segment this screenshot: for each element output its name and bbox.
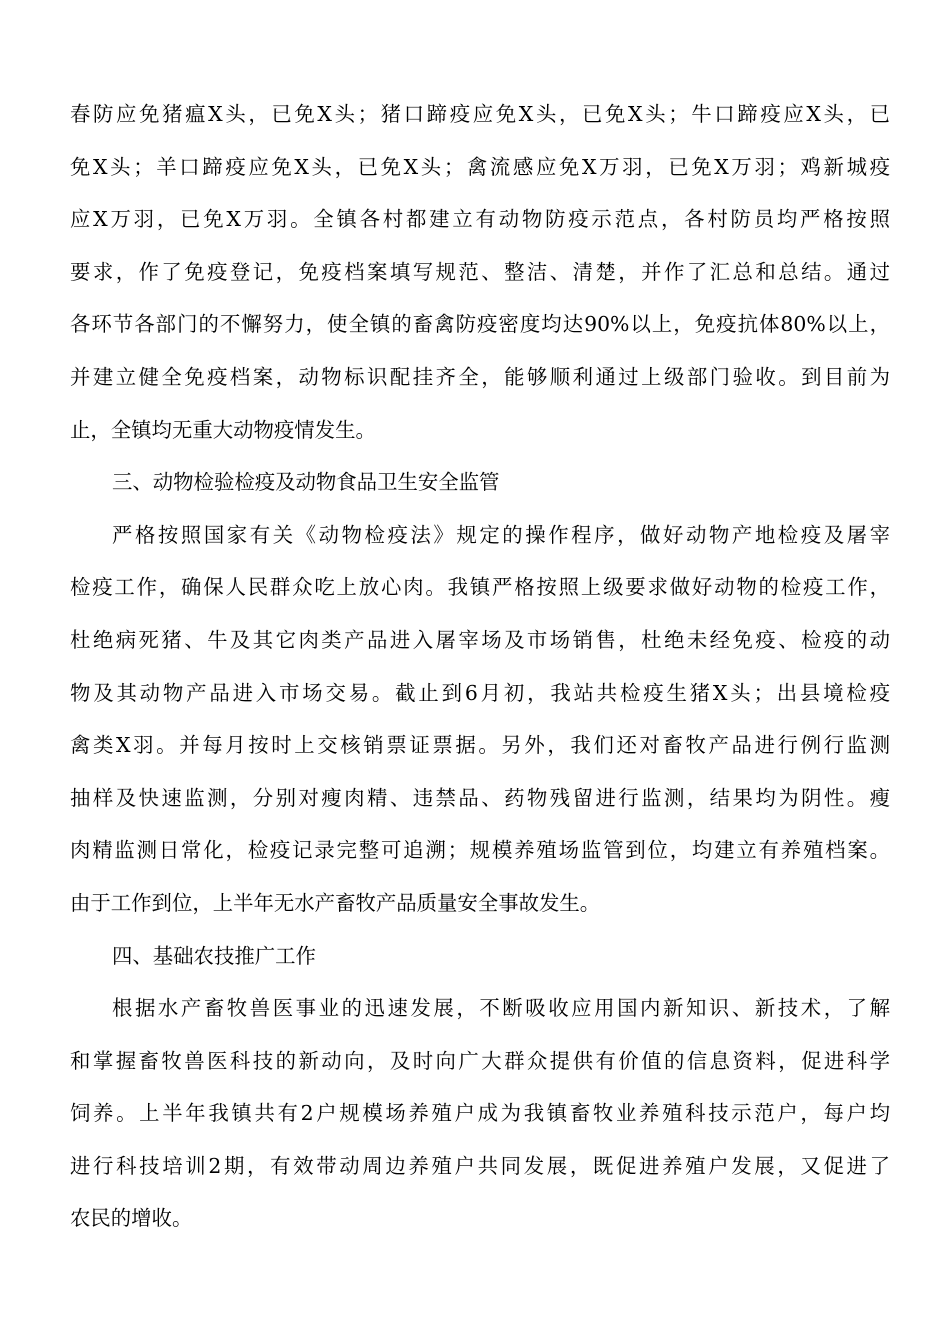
text-line: 饲养。上半年我镇共有2户规模场养殖户成为我镇畜牧业养殖科技示范户，每户均 <box>70 1101 890 1126</box>
text-line: 春防应免猪瘟X头，已免X头；猪口蹄疫应免X头，已免X头；牛口蹄疫应X头，已 <box>70 102 890 126</box>
text-line: 物及其动物产品进入市场交易。截止到6月初，我站共检疫生猪X头；出县境检疫 <box>70 680 890 705</box>
text-line: 止，全镇均无重大动物疫情发生。 <box>70 417 376 442</box>
text-line: 肉精监测日常化，检疫记录完整可追溯；规模养殖场监管到位，均建立有养殖档案。 <box>70 838 890 863</box>
text-line: 根据水产畜牧兽医事业的迅速发展，不断吸收应用国内新知识、新技术，了解 <box>112 996 890 1021</box>
text-line: 由于工作到位，上半年无水产畜牧产品质量安全事故发生。 <box>70 890 601 915</box>
text-line: 禽类X羽。并每月按时上交核销票证票据。另外，我们还对畜牧产品进行例行监测 <box>70 733 890 758</box>
document-page <box>70 92 890 1249</box>
text-line: 应X万羽，已免X万羽。全镇各村都建立有动物防疫示范点，各村防员均严格按照 <box>70 207 890 232</box>
text-line: 杜绝病死猪、牛及其它肉类产品进入屠宰场及市场销售，杜绝未经免疫、检疫的动 <box>70 627 890 652</box>
text-line: 检疫工作，确保人民群众吃上放心肉。我镇严格按照上级要求做好动物的检疫工作， <box>70 575 890 600</box>
text-line: 农民的增收。 <box>70 1206 193 1231</box>
text-line: 各环节各部门的不懈努力，使全镇的畜禽防疫密度均达90%以上，免疫抗体80%以上， <box>70 312 890 337</box>
text-line: 进行科技培训2期，有效带动周边养殖户共同发展，既促进养殖户发展，又促进了 <box>70 1153 890 1178</box>
text-line: 严格按照国家有关《动物检疫法》规定的操作程序，做好动物产地检疫及屠宰 <box>112 522 890 547</box>
text-line: 免X头；羊口蹄疫应免X头，已免X头；禽流感应免X万羽，已免X万羽；鸡新城疫 <box>70 154 890 179</box>
text-line: 和掌握畜牧兽医科技的新动向，及时向广大群众提供有价值的信息资料，促进科学 <box>70 1048 890 1073</box>
text-line: 要求，作了免疫登记，免疫档案填写规范、整洁、清楚，并作了汇总和总结。通过 <box>70 259 890 284</box>
section-heading: 四、基础农技推广工作 <box>112 943 316 968</box>
text-line: 抽样及快速监测，分别对瘦肉精、违禁品、药物残留进行监测，结果均为阴性。瘦 <box>70 785 890 810</box>
text-line: 并建立健全免疫档案，动物标识配挂齐全，能够顺利通过上级部门验收。到目前为 <box>70 364 890 389</box>
section-heading: 三、动物检验检疫及动物食品卫生安全监管 <box>112 470 500 495</box>
